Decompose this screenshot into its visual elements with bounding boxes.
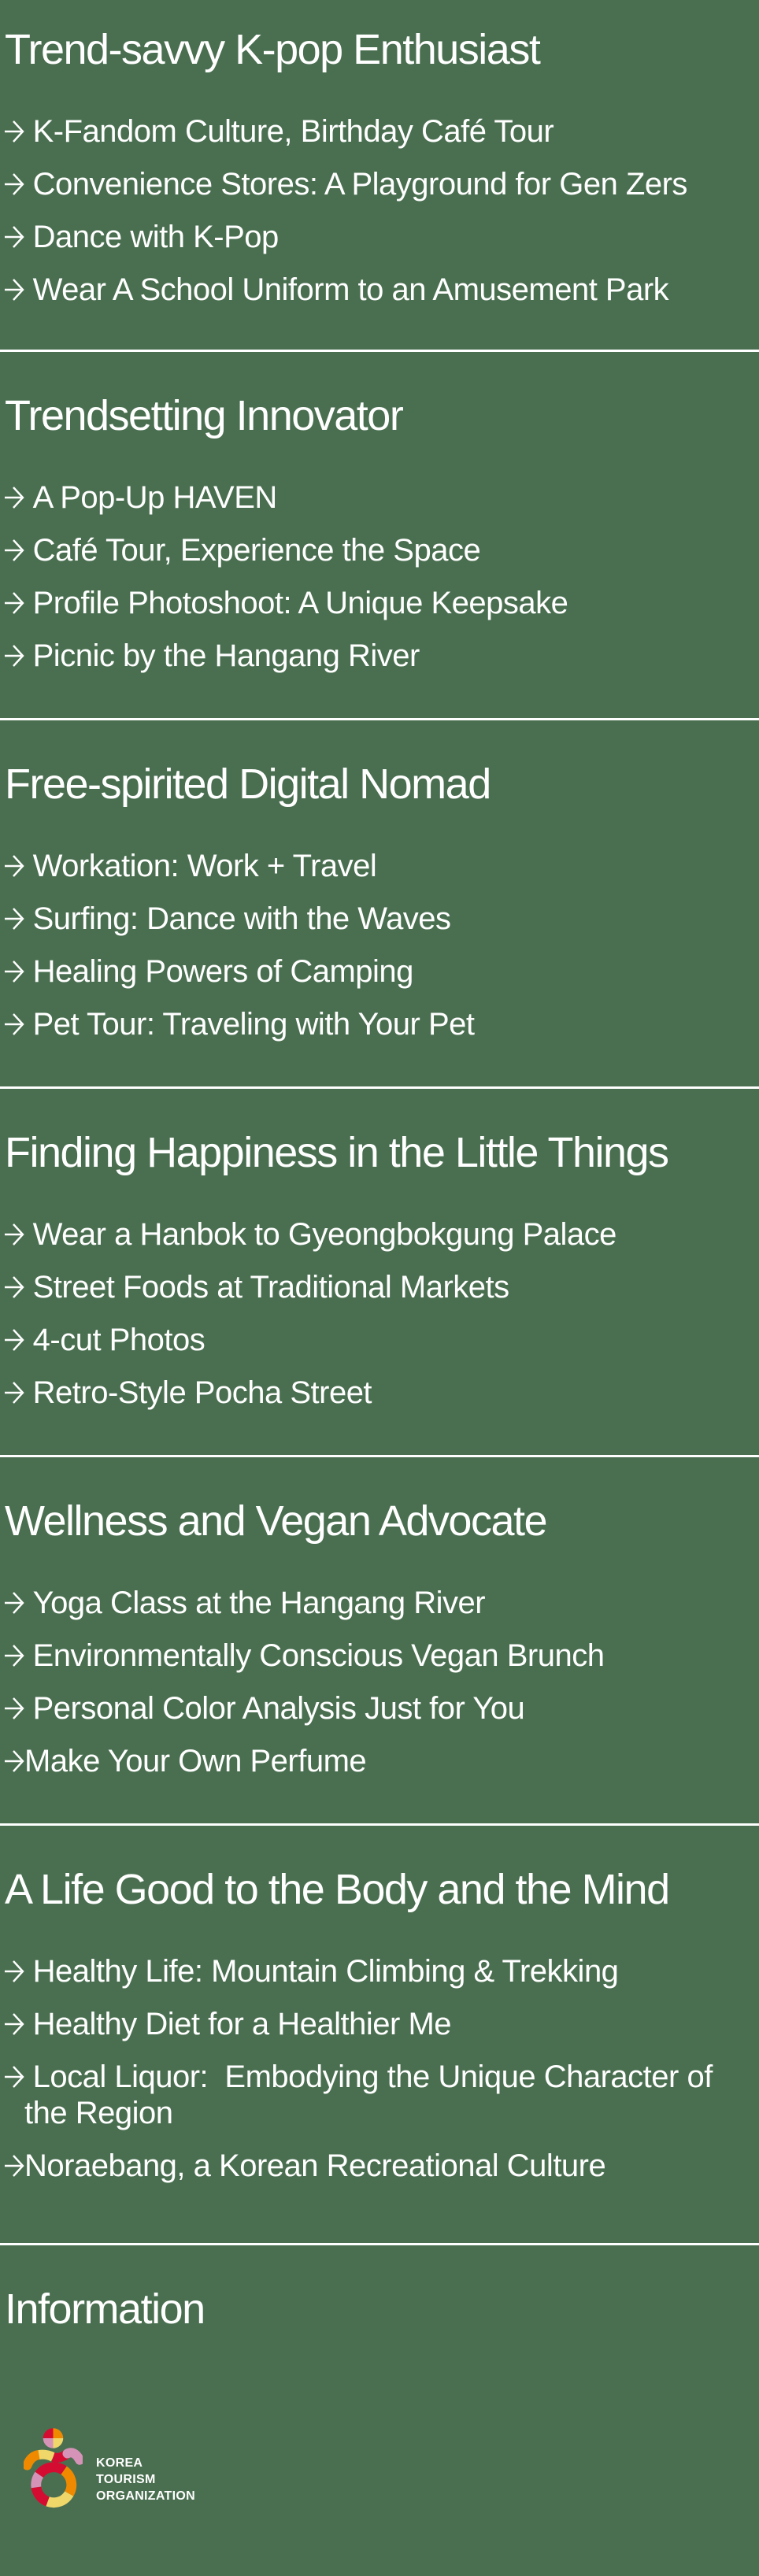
section-trend-savvy-kpop-enthusiast (0, 0, 759, 350)
menu-item[interactable] (5, 479, 756, 516)
menu-item[interactable] (5, 1690, 756, 1727)
arrow-right-icon (5, 901, 24, 931)
menu-item[interactable] (5, 219, 756, 255)
section-wellness-and-vegan-advocate (0, 1457, 759, 1823)
kto-logo-wordmark (96, 2455, 195, 2504)
arrow-right-icon (5, 953, 24, 983)
menu-list (5, 479, 756, 674)
menu-item[interactable] (5, 2059, 756, 2131)
menu-item[interactable] (5, 1375, 756, 1411)
menu-item-label: Personal Color Analysis Just for You (24, 1691, 525, 1727)
section-title: Trend-savvy K-pop Enthusiast (5, 26, 540, 73)
menu-item-label: Street Foods at Traditional Markets (24, 1270, 509, 1305)
menu-item-label: K-Fandom Culture, Birthday Café Tour (24, 114, 554, 150)
arrow-right-icon (5, 113, 24, 143)
arrow-right-icon (5, 2059, 24, 2089)
menu-item[interactable] (5, 585, 756, 621)
arrow-right-icon (5, 1322, 24, 1352)
arrow-right-icon (5, 479, 24, 509)
menu-item-label: Yoga Class at the Hangang River (24, 1586, 486, 1621)
arrow-right-icon (5, 1953, 24, 1983)
menu-list (5, 1216, 756, 1411)
menu-item[interactable] (5, 1006, 756, 1042)
menu-item-label: Convenience Stores: A Playground for Gen Zers (24, 167, 687, 202)
menu-item[interactable] (5, 113, 756, 150)
menu-item-label: A Pop-Up HAVEN (24, 480, 277, 516)
menu-item-label: Healing Powers of Camping (24, 954, 413, 990)
menu-item[interactable] (5, 532, 756, 568)
menu-item-label: Profile Photoshoot: A Unique Keepsake (24, 586, 568, 621)
arrow-right-icon (5, 1375, 24, 1405)
menu-item[interactable] (5, 638, 756, 674)
menu-list (5, 848, 756, 1042)
arrow-right-icon (5, 272, 24, 302)
arrow-right-icon (5, 585, 24, 615)
menu-list (5, 1585, 756, 1779)
menu-item[interactable] (5, 1743, 756, 1779)
arrow-right-icon (5, 219, 24, 249)
section-title: Wellness and Vegan Advocate (5, 1497, 547, 1545)
arrow-right-icon (5, 638, 24, 668)
logo-org-name-line: ORGANIZATION (96, 2489, 195, 2504)
arrow-right-icon (5, 1585, 24, 1615)
arrow-right-icon (5, 1690, 24, 1720)
kto-logo-icon (24, 2426, 83, 2509)
section-title: Trendsetting Innovator (5, 392, 403, 439)
section-title: Free-spirited Digital Nomad (5, 761, 491, 808)
menu-item[interactable] (5, 1953, 756, 1989)
section-title: Information (5, 2285, 205, 2333)
menu-item-label: Make Your Own Perfume (24, 1744, 367, 1779)
menu-item-label: Wear a Hanbok to Gyeongbokgung Palace (24, 1217, 616, 1253)
menu-item[interactable] (5, 953, 756, 990)
menu-item[interactable] (5, 1585, 756, 1621)
arrow-right-icon (5, 1638, 24, 1667)
menu-item[interactable] (5, 166, 756, 202)
arrow-right-icon (5, 1216, 24, 1246)
section-free-spirited-digital-nomad (0, 720, 759, 1086)
menu-item[interactable] (5, 1216, 756, 1253)
menu-item[interactable] (5, 272, 756, 308)
section-trendsetting-innovator (0, 352, 759, 718)
menu-item-label: 4-cut Photos (24, 1323, 205, 1358)
menu-item[interactable] (5, 901, 756, 937)
arrow-right-icon (5, 2148, 24, 2178)
menu-item-label: Café Tour, Experience the Space (24, 533, 481, 568)
menu-list (5, 1953, 756, 2184)
menu-item[interactable] (5, 1269, 756, 1305)
logo-org-name-line: TOURISM (96, 2473, 156, 2487)
menu-item-label: Workation: Work + Travel (24, 849, 377, 884)
menu-item-label: Healthy Diet for a Healthier Me (24, 2007, 452, 2042)
section-finding-happiness-in-the-little-things (0, 1089, 759, 1455)
arrow-right-icon (5, 2006, 24, 2036)
menu-item-label: Healthy Life: Mountain Climbing & Trekking (24, 1954, 619, 1989)
korea-tourism-organization-logo (24, 2426, 756, 2509)
menu-item-label: Local Liquor: Embodying the Unique Character of the Region (24, 2060, 721, 2131)
menu-item[interactable] (5, 2006, 756, 2042)
section-title: Finding Happiness in the Little Things (5, 1129, 668, 1176)
section-a-life-good-to-the-body-and-the-mind (0, 1826, 759, 2243)
menu-item[interactable] (5, 1322, 756, 1358)
arrow-right-icon (5, 166, 24, 196)
section-title: A Life Good to the Body and the Mind (5, 1866, 669, 1913)
menu-item-label: Wear A School Uniform to an Amusement Park (24, 272, 669, 308)
section-information (0, 2245, 759, 2509)
menu-item-label: Dance with K-Pop (24, 220, 279, 255)
arrow-right-icon (5, 1743, 24, 1773)
arrow-right-icon (5, 1269, 24, 1299)
menu-item-label: Environmentally Conscious Vegan Brunch (24, 1638, 605, 1674)
menu-item-label: Picnic by the Hangang River (24, 638, 420, 674)
logo-org-name-line: KOREA (96, 2456, 143, 2471)
menu-item-label: Noraebang, a Korean Recreational Culture (24, 2149, 606, 2184)
menu-item[interactable] (5, 848, 756, 884)
menu-item-label: Retro-Style Pocha Street (24, 1375, 372, 1411)
menu-list (5, 113, 756, 308)
menu-item[interactable] (5, 2148, 756, 2184)
menu-item-label: Pet Tour: Traveling with Your Pet (24, 1007, 475, 1042)
menu-item[interactable] (5, 1638, 756, 1674)
menu-item-label: Surfing: Dance with the Waves (24, 901, 451, 937)
arrow-right-icon (5, 1006, 24, 1036)
arrow-right-icon (5, 532, 24, 562)
arrow-right-icon (5, 848, 24, 878)
